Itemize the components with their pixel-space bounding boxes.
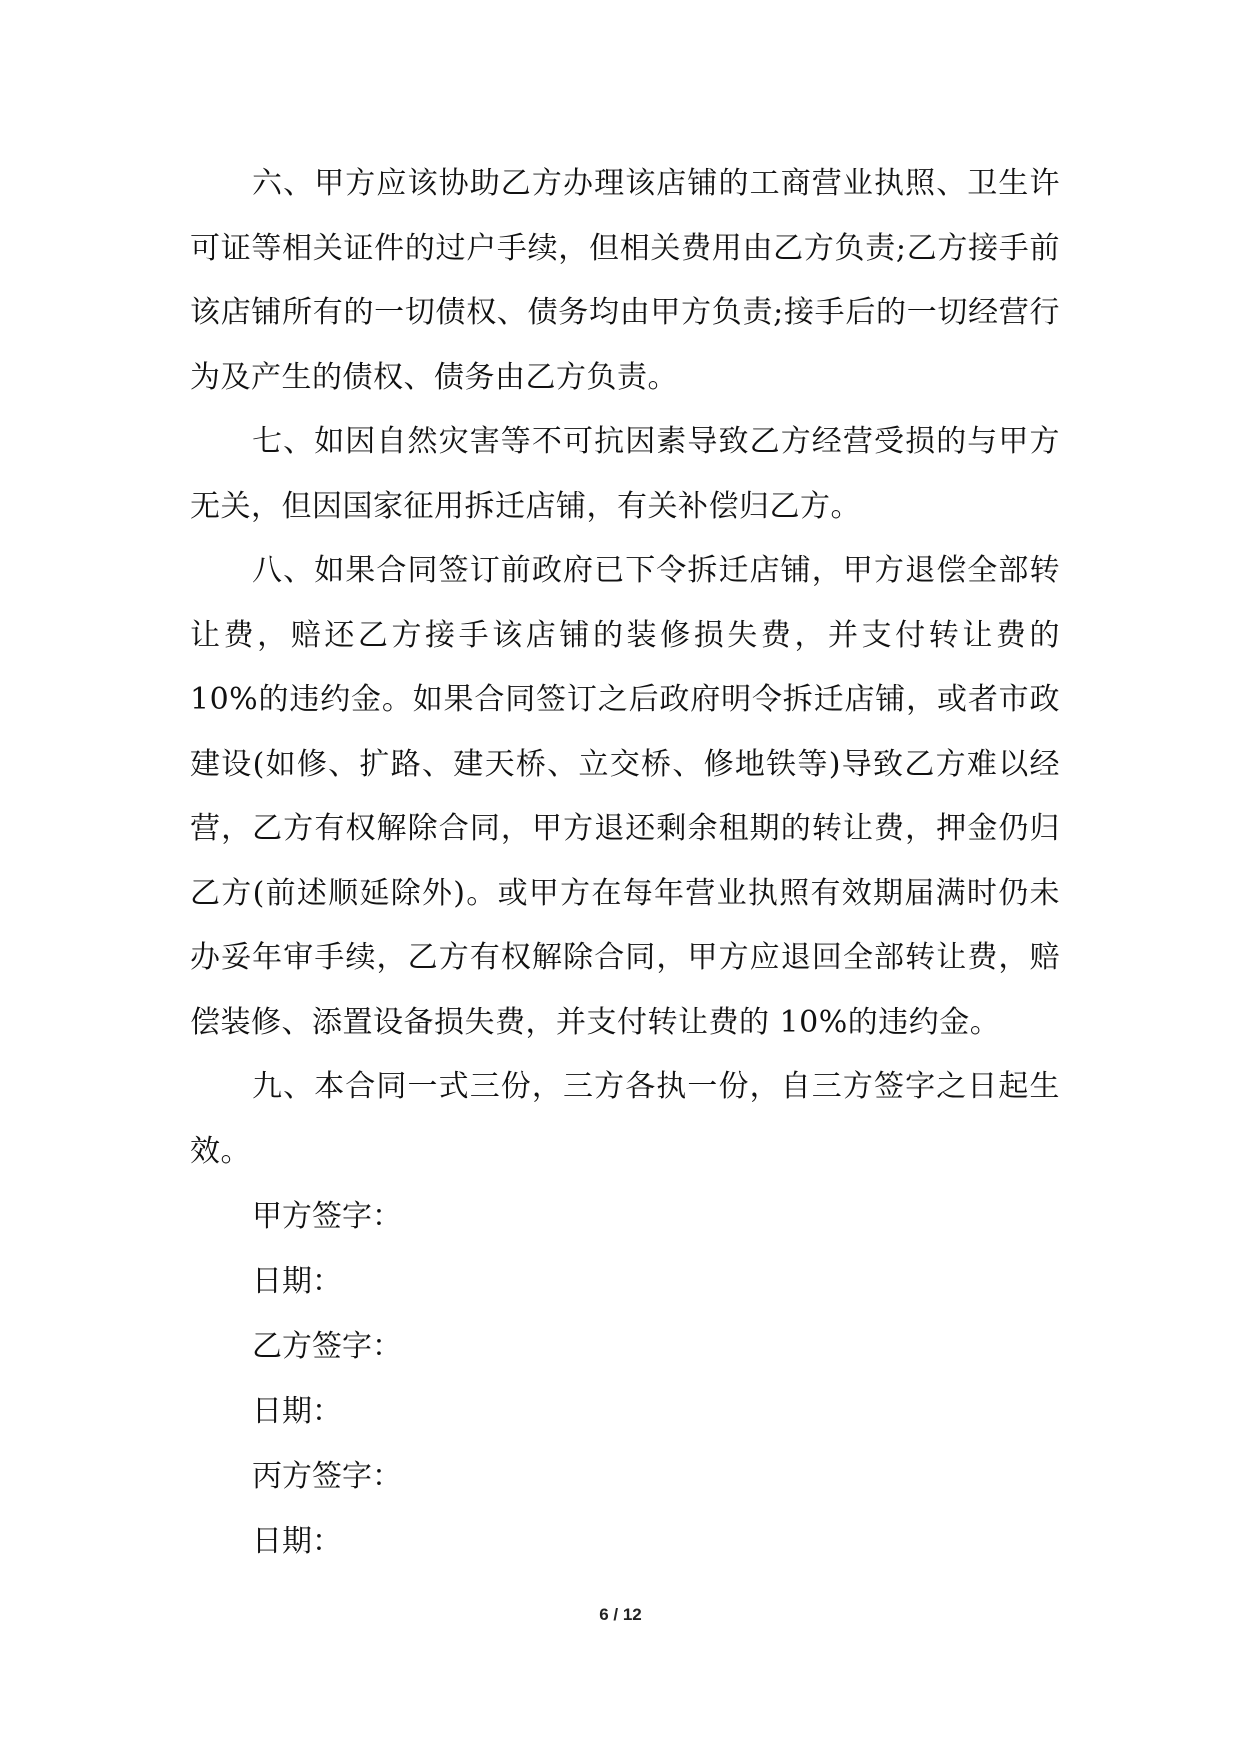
document-body bbox=[190, 152, 1060, 1574]
clause-seven: 七、如因自然灾害等不可抗因素导致乙方经营受损的与甲方无关，但因国家征用拆迁店铺，有关补偿归乙方。 bbox=[190, 424, 1060, 524]
party-b-date-label: 日期： bbox=[252, 1394, 342, 1429]
party-b-signature-label: 乙方签字： bbox=[252, 1329, 402, 1364]
party-a-signature-label: 甲方签字： bbox=[252, 1199, 402, 1234]
party-a-date-label: 日期： bbox=[252, 1264, 342, 1299]
signature-block bbox=[190, 1184, 1060, 1574]
clause-nine: 九、本合同一式三份，三方各执一份，自三方签字之日起生效。 bbox=[190, 1069, 1060, 1169]
clause-six: 六、甲方应该协助乙方办理该店铺的工商营业执照、卫生许可证等相关证件的过户手续，但相关费用由乙方负责;乙方接手前该店铺所有的一切债权、债务均由甲方负责;接手后的一切经营行为及产生的债权、债务由乙方负责。 bbox=[190, 166, 1060, 395]
clause-eight: 八、如果合同签订前政府已下令拆迁店铺，甲方退偿全部转让费，赔还乙方接手该店铺的装修损失费，并支付转让费的 10%的违约金。如果合同签订之后政府明令拆迁店铺，或者市政建设(如修、扩路、建天桥、立交桥、修地铁等)导致乙方难以经营，乙方有权解除合同，甲方退还剩余租期的转让费，押金仍归乙方(前述顺延除外)。或甲方在每年营业执照有效期届满时仍未办妥年审手续，乙方有权解除合同，甲方应退回全部转让费，赔偿装修、添置设备损失费，并支付转让费的 10%的违约金。 bbox=[190, 553, 1060, 1040]
party-c-signature-label: 丙方签字： bbox=[252, 1459, 402, 1494]
page-number: 6 / 12 bbox=[599, 1605, 642, 1624]
party-c-date-label: 日期： bbox=[252, 1524, 342, 1559]
